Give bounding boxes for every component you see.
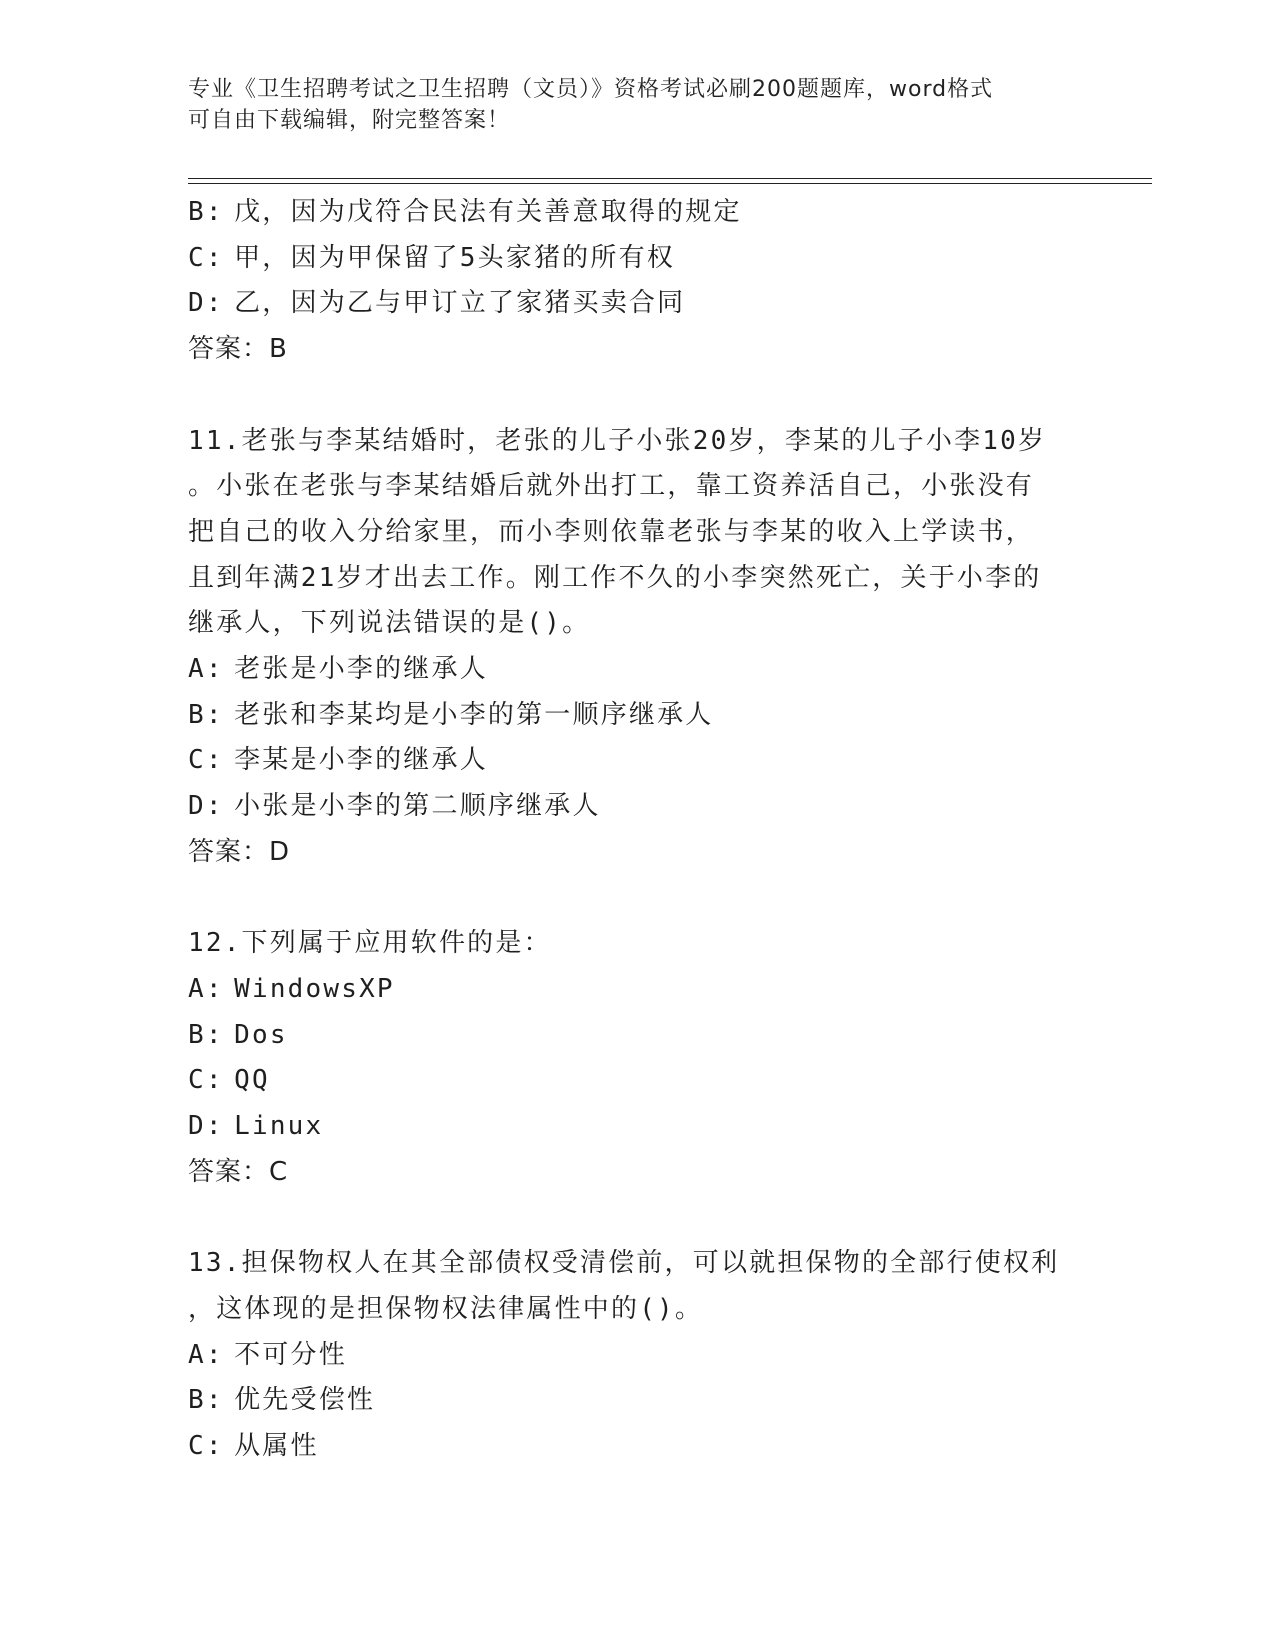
option-item bbox=[188, 236, 1088, 282]
option-item bbox=[188, 784, 1088, 830]
answer-line: 答案：D bbox=[188, 836, 291, 867]
option-separator: : bbox=[205, 745, 224, 776]
option-key: C bbox=[188, 242, 206, 273]
question-block-12 bbox=[188, 921, 1088, 1195]
spacer bbox=[188, 373, 1088, 419]
option-key: C bbox=[188, 1430, 206, 1461]
option-text: Dos bbox=[234, 1019, 288, 1050]
question-text-line: 12.下列属于应用软件的是： bbox=[188, 928, 552, 959]
option-separator: : bbox=[205, 1111, 224, 1142]
option-separator: : bbox=[205, 197, 224, 227]
option-separator: : bbox=[205, 242, 224, 273]
option-key: D bbox=[188, 791, 206, 822]
option-separator: : bbox=[205, 1339, 224, 1370]
option-text: 不可分性 bbox=[234, 1339, 347, 1370]
option-separator: : bbox=[205, 1019, 224, 1050]
option-item bbox=[188, 1013, 1088, 1059]
option-text: Linux bbox=[234, 1111, 324, 1142]
option-text: QQ bbox=[234, 1065, 270, 1096]
option-text: WindowsXP bbox=[234, 973, 395, 1004]
option-separator: : bbox=[205, 288, 224, 319]
question-block-prev bbox=[188, 190, 1088, 373]
spacer bbox=[188, 1195, 1088, 1241]
header-line-1: 专业《卫生招聘考试之卫生招聘（文员）》资格考试必刷200题题库，word格式 bbox=[188, 77, 994, 102]
option-key: A bbox=[188, 654, 206, 685]
option-key: C bbox=[188, 745, 206, 776]
option-text: 戊，因为戊符合民法有关善意取得的规定 bbox=[234, 197, 742, 227]
option-key: A bbox=[188, 1339, 206, 1370]
option-item bbox=[188, 1424, 1088, 1470]
option-text: 李某是小李的继承人 bbox=[234, 745, 488, 776]
page-header bbox=[188, 74, 1088, 136]
option-separator: : bbox=[205, 1430, 224, 1461]
option-item bbox=[188, 1333, 1088, 1379]
option-item bbox=[188, 1058, 1088, 1104]
option-key: B bbox=[188, 699, 206, 730]
option-key: D bbox=[188, 288, 206, 319]
option-key: B bbox=[188, 197, 206, 227]
question-text-line: 继承人，下列说法错误的是()。 bbox=[188, 608, 591, 639]
answer-line: 答案：C bbox=[188, 1156, 289, 1187]
option-text: 老张是小李的继承人 bbox=[234, 654, 488, 685]
header-rule-top bbox=[188, 178, 1152, 179]
question-text-line: 。小张在老张与李某结婚后就外出打工，靠工资养活自己，小张没有 bbox=[188, 471, 1035, 502]
option-item bbox=[188, 1378, 1088, 1424]
option-text: 从属性 bbox=[234, 1430, 319, 1461]
option-text: 乙，因为乙与甲订立了家猪买卖合同 bbox=[234, 288, 686, 319]
question-text-line: 11.老张与李某结婚时，老张的儿子小张20岁，李某的儿子小李10岁 bbox=[188, 425, 1047, 456]
header-rule-bottom bbox=[188, 183, 1152, 184]
option-separator: : bbox=[205, 1385, 224, 1416]
option-item bbox=[188, 1104, 1088, 1150]
option-item bbox=[188, 967, 1088, 1013]
option-item bbox=[188, 281, 1088, 327]
option-text: 老张和李某均是小李的第一顺序继承人 bbox=[234, 699, 714, 730]
option-separator: : bbox=[205, 699, 224, 730]
question-text-line: ，这体现的是担保物权法律属性中的()。 bbox=[188, 1293, 704, 1324]
option-key: B bbox=[188, 1385, 206, 1416]
option-text: 小张是小李的第二顺序继承人 bbox=[234, 791, 601, 822]
option-key: D bbox=[188, 1111, 206, 1142]
question-text-line: 13.担保物权人在其全部债权受清偿前，可以就担保物的全部行使权利 bbox=[188, 1248, 1060, 1279]
answer-line: 答案：B bbox=[188, 334, 288, 365]
spacer bbox=[188, 876, 1088, 922]
document-body bbox=[188, 190, 1088, 1470]
option-separator: : bbox=[205, 654, 224, 685]
option-item bbox=[188, 693, 1088, 739]
option-separator: : bbox=[205, 791, 224, 822]
option-item bbox=[188, 738, 1088, 784]
question-block-13 bbox=[188, 1241, 1088, 1470]
option-key: B bbox=[188, 1019, 206, 1050]
option-text: 甲，因为甲保留了5头家猪的所有权 bbox=[234, 242, 675, 273]
option-key: C bbox=[188, 1065, 206, 1096]
option-text: 优先受偿性 bbox=[234, 1385, 376, 1416]
option-item bbox=[188, 647, 1088, 693]
header-line-2: 可自由下载编辑，附完整答案！ bbox=[188, 108, 511, 133]
question-text-line: 把自己的收入分给家里，而小李则依靠老张与李某的收入上学读书， bbox=[188, 516, 1035, 547]
option-key: A bbox=[188, 973, 206, 1004]
question-text-line: 且到年满21岁才出去工作。刚工作不久的小李突然死亡，关于小李的 bbox=[188, 562, 1042, 593]
question-block-11 bbox=[188, 419, 1088, 876]
option-separator: : bbox=[205, 1065, 224, 1096]
option-item bbox=[188, 190, 1088, 236]
option-separator: : bbox=[205, 973, 224, 1004]
